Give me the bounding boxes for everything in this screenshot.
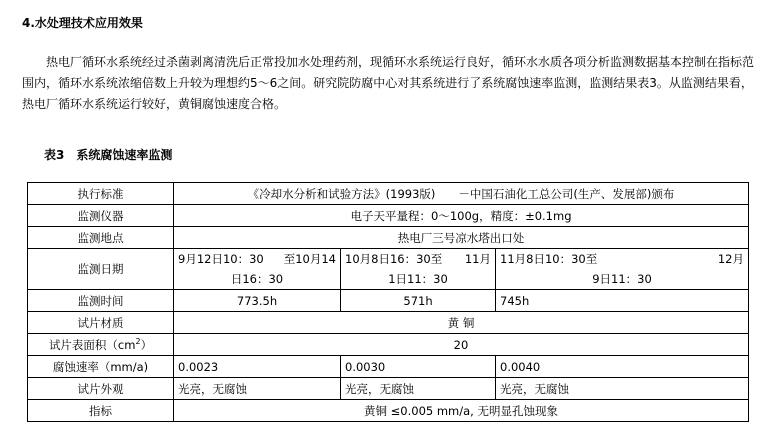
duration-2: 571h bbox=[341, 290, 496, 312]
location-value: 热电厂三号凉水塔出口处 bbox=[174, 227, 749, 249]
surface-label-exponent: 2 bbox=[135, 336, 141, 346]
table-row bbox=[28, 183, 749, 205]
row-label-location: 监测地点 bbox=[28, 227, 174, 249]
appearance-1: 光亮，无腐蚀 bbox=[174, 378, 341, 400]
duration-3: 745h bbox=[496, 290, 749, 312]
table-row bbox=[28, 356, 749, 378]
row-label-duration: 监测时间 bbox=[28, 290, 174, 312]
date-range-1-start: 9月12日10：30 bbox=[178, 252, 264, 266]
table-caption-title: 系统腐蚀速率监测 bbox=[76, 148, 173, 162]
date-range-1-end: 日16：30 bbox=[230, 272, 284, 286]
date-range-2-end: 1日11：30 bbox=[388, 272, 448, 286]
appearance-2: 光亮，无腐蚀 bbox=[341, 378, 496, 400]
table-row bbox=[28, 334, 749, 356]
corrosion-rate-3: 0.0040 bbox=[496, 356, 749, 378]
date-range-3-end: 9日11：30 bbox=[592, 272, 652, 286]
table-row bbox=[28, 378, 749, 400]
section-heading: 4.水处理技术应用效果 bbox=[22, 16, 143, 30]
row-label-standard: 执行标准 bbox=[28, 183, 174, 205]
row-label-appearance: 试片外观 bbox=[28, 378, 174, 400]
corrosion-rate-2: 0.0030 bbox=[341, 356, 496, 378]
date-range-3-to: 12月 bbox=[717, 252, 744, 266]
row-label-corrosion-rate: 腐蚀速率（mm/a) bbox=[28, 356, 174, 378]
body-paragraph: 热电厂循环水系统经过杀菌剥离清洗后正常投加水处理药剂，现循环水系统运行良好，循环水水质各项分析监测数据基本控制在指标范围内，循环水系统浓缩倍数上升较为理想约5～6之间。研究院防腐中心对其系统进行了系统腐蚀速率监测，监测结果表3。从监测结果看，热电厂循环水系统运行较好，黄铜腐蚀速度合格。 bbox=[22, 55, 755, 111]
duration-1: 773.5h bbox=[174, 290, 341, 312]
date-range-3-start: 11月8日10：30至 bbox=[500, 252, 598, 266]
table-row bbox=[28, 205, 749, 227]
standard-value: 《冷却水分析和试验方法》(1993版) －中国石油化工总公司(生产、发展部)颁布 bbox=[174, 183, 749, 205]
row-label-dates: 监测日期 bbox=[28, 249, 174, 290]
indicator-value: 黄铜 ≤0.005 mm/a, 无明显孔蚀现象 bbox=[174, 400, 749, 422]
date-range-2-to: 11月 bbox=[464, 252, 491, 266]
row-label-surface-area bbox=[28, 334, 174, 356]
table-caption-number: 表3 bbox=[44, 148, 65, 162]
table-caption bbox=[44, 146, 172, 163]
row-label-indicator: 指标 bbox=[28, 400, 174, 422]
date-range-2-start: 10月8日16：30至 bbox=[345, 252, 443, 266]
surface-label-close: ） bbox=[140, 337, 153, 352]
table-row bbox=[28, 227, 749, 249]
date-range-2 bbox=[341, 249, 496, 290]
table-row bbox=[28, 249, 749, 290]
material-value: 黄 铜 bbox=[174, 312, 749, 334]
surface-label-text: 试片表面积（cm bbox=[48, 337, 136, 352]
surface-area-value: 20 bbox=[174, 334, 749, 356]
instrument-value: 电子天平量程：0～100g，精度：±0.1mg bbox=[174, 205, 749, 227]
row-label-instrument: 监测仪器 bbox=[28, 205, 174, 227]
table-row bbox=[28, 290, 749, 312]
table-row bbox=[28, 312, 749, 334]
appearance-3: 光亮，无腐蚀 bbox=[496, 378, 749, 400]
date-range-1-to: 至10月14 bbox=[283, 252, 336, 266]
date-range-1 bbox=[174, 249, 341, 290]
corrosion-rate-1: 0.0023 bbox=[174, 356, 341, 378]
row-label-material: 试片材质 bbox=[28, 312, 174, 334]
corrosion-monitoring-table bbox=[27, 182, 749, 422]
date-range-3 bbox=[496, 249, 749, 290]
table-row bbox=[28, 400, 749, 422]
